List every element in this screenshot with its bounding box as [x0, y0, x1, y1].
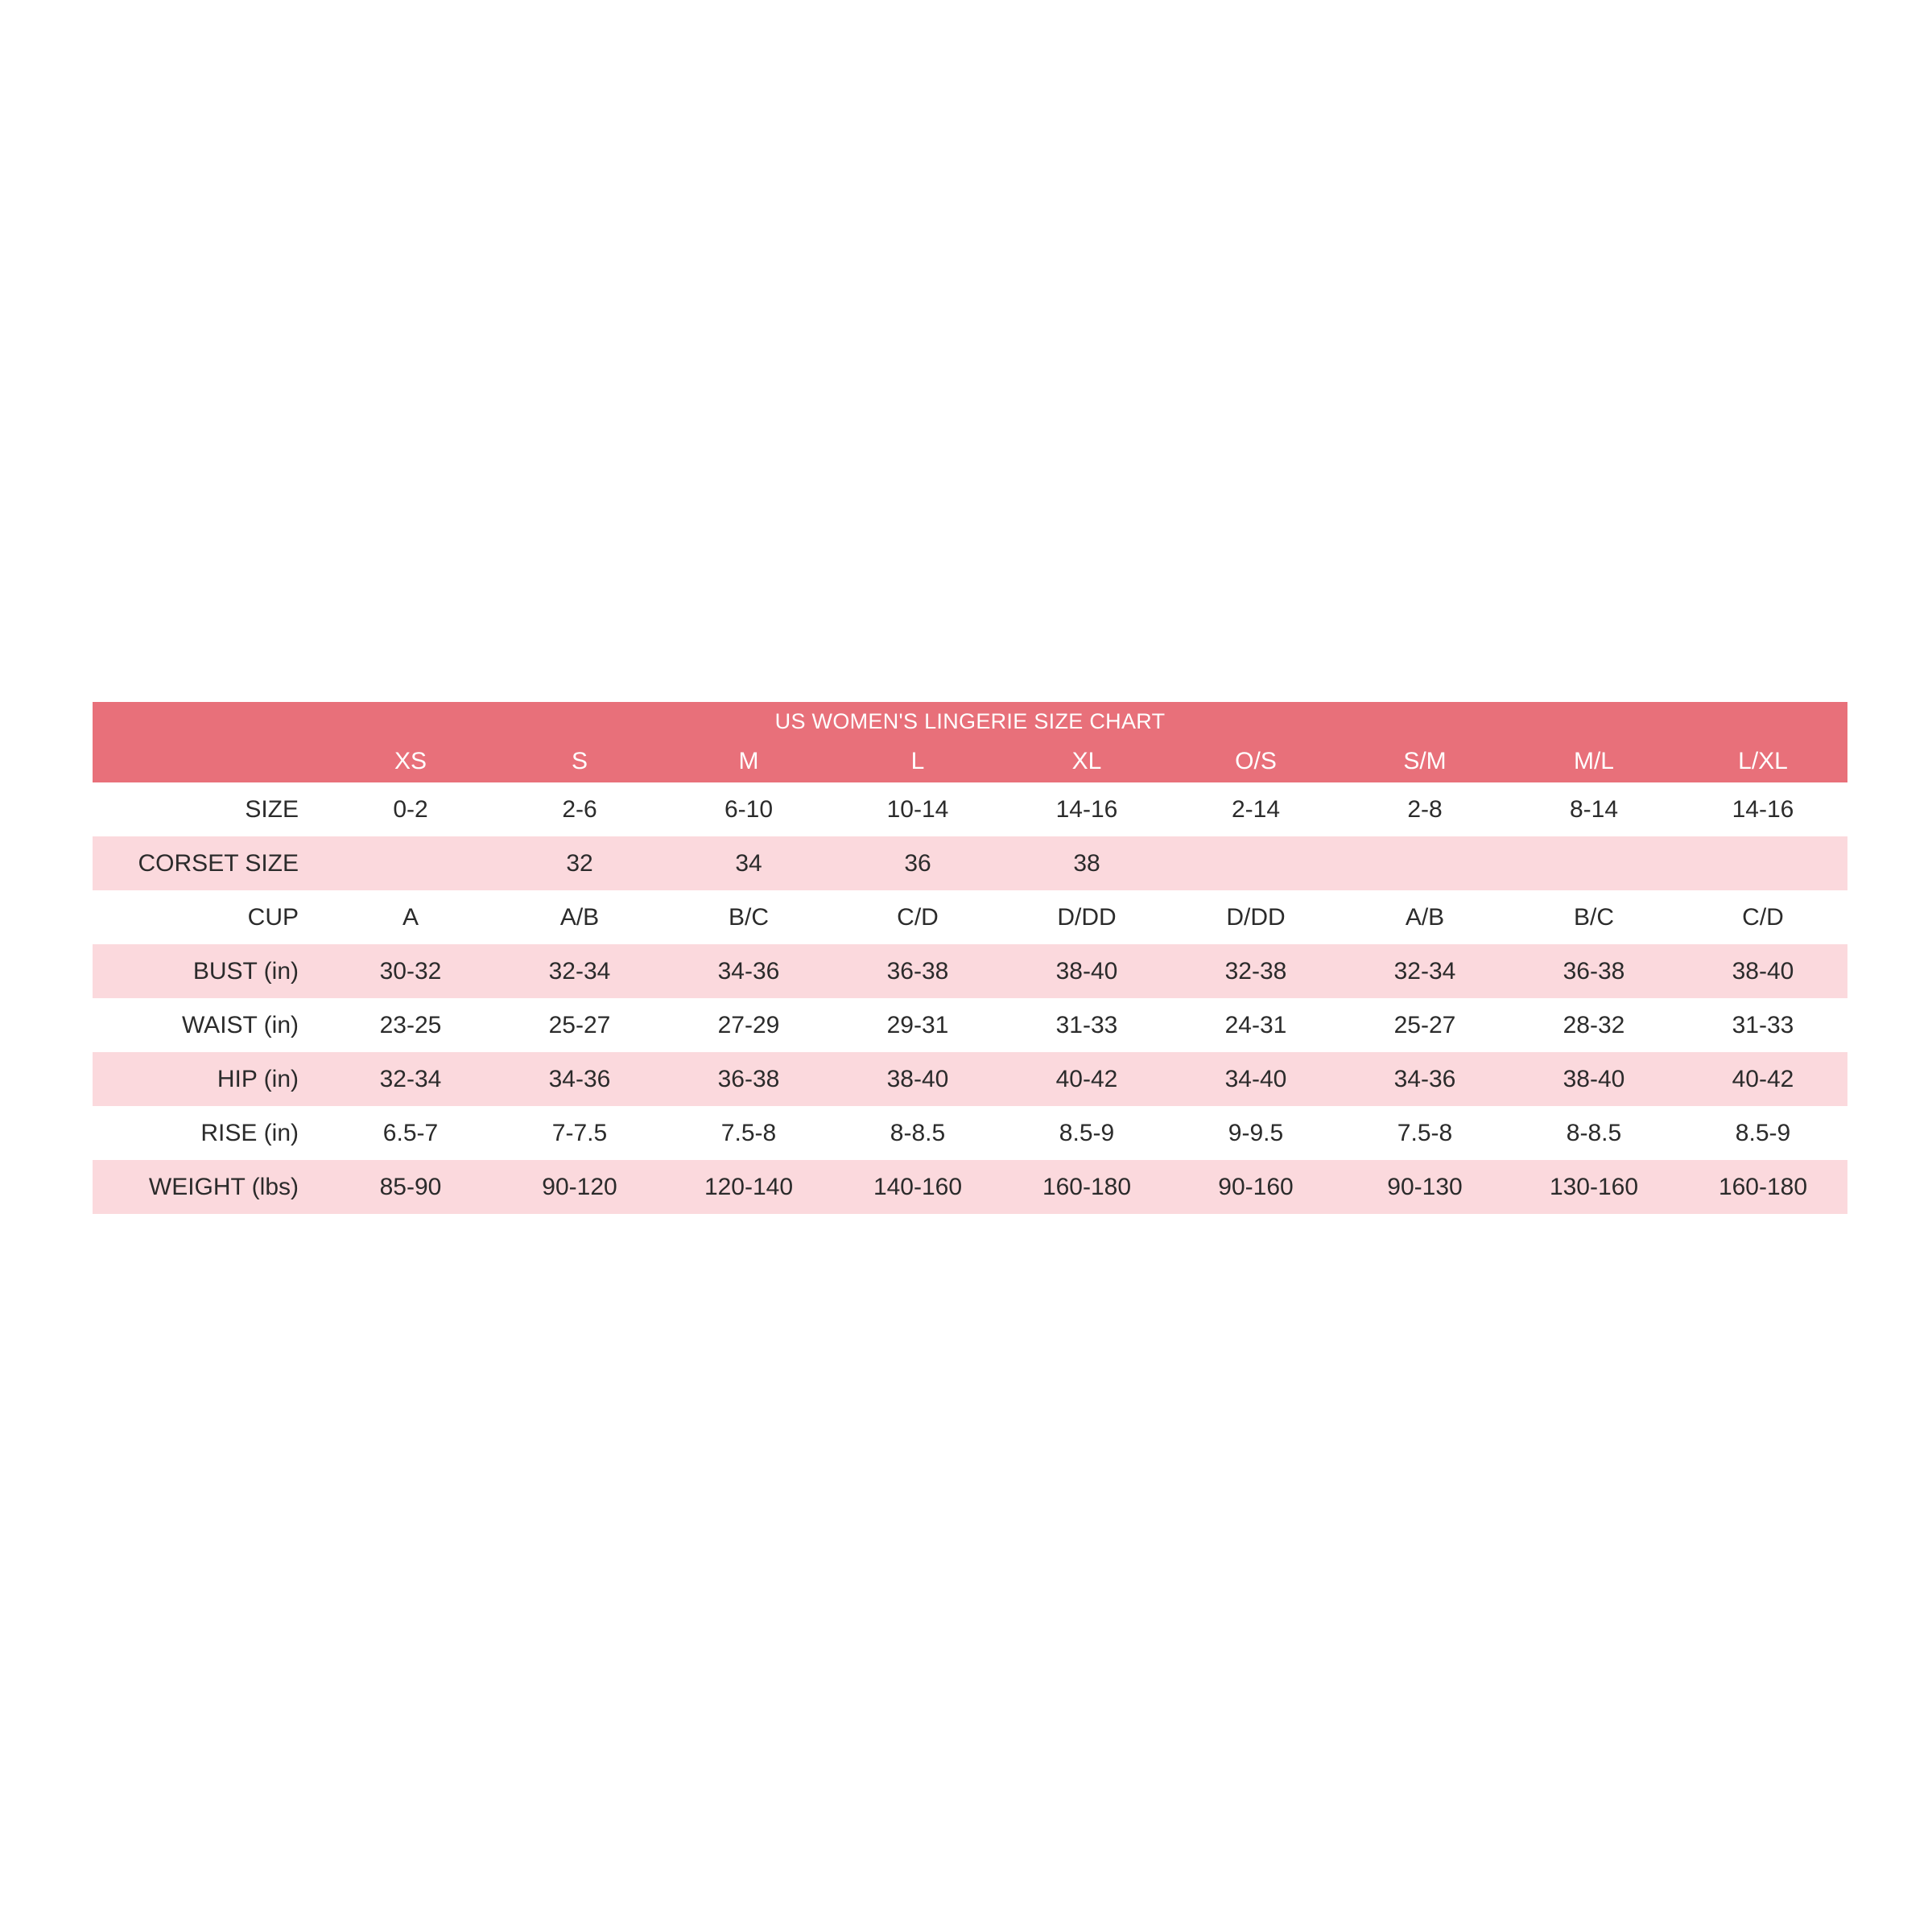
column-header-row: [93, 741, 1847, 782]
cell-rise-sm: 7.5-8: [1340, 1106, 1509, 1160]
cell-bust-xl: 38-40: [1002, 944, 1171, 998]
cell-corset-xs: [326, 836, 495, 890]
table-row: [93, 1106, 1847, 1160]
cell-waist-xs: 23-25: [326, 998, 495, 1052]
cell-hip-lxl: 40-42: [1678, 1052, 1847, 1106]
cell-corset-os: [1171, 836, 1340, 890]
column-header-ml: M/L: [1509, 741, 1678, 782]
cell-weight-sm: 90-130: [1340, 1160, 1509, 1214]
table-row: [93, 836, 1847, 890]
cell-bust-xs: 30-32: [326, 944, 495, 998]
cell-hip-os: 34-40: [1171, 1052, 1340, 1106]
cell-rise-os: 9-9.5: [1171, 1106, 1340, 1160]
cell-hip-sm: 34-36: [1340, 1052, 1509, 1106]
size-chart-table: [93, 702, 1847, 1214]
row-label-corset-size: CORSET SIZE: [93, 836, 326, 890]
cell-cup-os: D/DD: [1171, 890, 1340, 944]
cell-hip-xl: 40-42: [1002, 1052, 1171, 1106]
cell-waist-ml: 28-32: [1509, 998, 1678, 1052]
cell-cup-l: C/D: [833, 890, 1002, 944]
cell-cup-lxl: C/D: [1678, 890, 1847, 944]
cell-cup-xl: D/DD: [1002, 890, 1171, 944]
cell-size-s: 2-6: [495, 782, 664, 836]
cell-rise-m: 7.5-8: [664, 1106, 833, 1160]
row-label-size: SIZE: [93, 782, 326, 836]
cell-corset-s: 32: [495, 836, 664, 890]
cell-rise-l: 8-8.5: [833, 1106, 1002, 1160]
cell-bust-ml: 36-38: [1509, 944, 1678, 998]
cell-cup-ml: B/C: [1509, 890, 1678, 944]
cell-weight-xs: 85-90: [326, 1160, 495, 1214]
cell-bust-s: 32-34: [495, 944, 664, 998]
cell-weight-s: 90-120: [495, 1160, 664, 1214]
cell-waist-l: 29-31: [833, 998, 1002, 1052]
cell-bust-sm: 32-34: [1340, 944, 1509, 998]
cell-rise-lxl: 8.5-9: [1678, 1106, 1847, 1160]
cell-size-os: 2-14: [1171, 782, 1340, 836]
column-header-s: S: [495, 741, 664, 782]
column-header-os: O/S: [1171, 741, 1340, 782]
cell-size-sm: 2-8: [1340, 782, 1509, 836]
size-chart-container: [93, 702, 1847, 1214]
row-label-waist: WAIST (in): [93, 998, 326, 1052]
cell-size-m: 6-10: [664, 782, 833, 836]
cell-weight-ml: 130-160: [1509, 1160, 1678, 1214]
cell-weight-l: 140-160: [833, 1160, 1002, 1214]
cell-cup-m: B/C: [664, 890, 833, 944]
cell-rise-xs: 6.5-7: [326, 1106, 495, 1160]
header-corner-cell: [93, 741, 326, 782]
table-row: [93, 998, 1847, 1052]
table-row: [93, 1052, 1847, 1106]
column-header-sm: S/M: [1340, 741, 1509, 782]
cell-weight-lxl: 160-180: [1678, 1160, 1847, 1214]
column-header-lxl: L/XL: [1678, 741, 1847, 782]
column-header-xs: XS: [326, 741, 495, 782]
cell-size-xl: 14-16: [1002, 782, 1171, 836]
chart-title: US WOMEN'S LINGERIE SIZE CHART: [93, 702, 1847, 741]
cell-hip-m: 36-38: [664, 1052, 833, 1106]
cell-waist-lxl: 31-33: [1678, 998, 1847, 1052]
cell-corset-m: 34: [664, 836, 833, 890]
row-label-bust: BUST (in): [93, 944, 326, 998]
cell-bust-l: 36-38: [833, 944, 1002, 998]
row-label-cup: CUP: [93, 890, 326, 944]
row-label-rise: RISE (in): [93, 1106, 326, 1160]
cell-corset-ml: [1509, 836, 1678, 890]
cell-hip-xs: 32-34: [326, 1052, 495, 1106]
cell-size-ml: 8-14: [1509, 782, 1678, 836]
table-row: [93, 782, 1847, 836]
cell-waist-m: 27-29: [664, 998, 833, 1052]
cell-corset-lxl: [1678, 836, 1847, 890]
cell-bust-lxl: 38-40: [1678, 944, 1847, 998]
cell-corset-sm: [1340, 836, 1509, 890]
cell-weight-m: 120-140: [664, 1160, 833, 1214]
cell-hip-ml: 38-40: [1509, 1052, 1678, 1106]
cell-size-xs: 0-2: [326, 782, 495, 836]
cell-weight-xl: 160-180: [1002, 1160, 1171, 1214]
cell-bust-m: 34-36: [664, 944, 833, 998]
cell-cup-s: A/B: [495, 890, 664, 944]
cell-waist-s: 25-27: [495, 998, 664, 1052]
cell-rise-ml: 8-8.5: [1509, 1106, 1678, 1160]
table-row: [93, 1160, 1847, 1214]
cell-corset-xl: 38: [1002, 836, 1171, 890]
cell-cup-xs: A: [326, 890, 495, 944]
cell-waist-sm: 25-27: [1340, 998, 1509, 1052]
cell-waist-xl: 31-33: [1002, 998, 1171, 1052]
cell-hip-s: 34-36: [495, 1052, 664, 1106]
cell-hip-l: 38-40: [833, 1052, 1002, 1106]
column-header-m: M: [664, 741, 833, 782]
table-row: [93, 890, 1847, 944]
cell-weight-os: 90-160: [1171, 1160, 1340, 1214]
cell-corset-l: 36: [833, 836, 1002, 890]
chart-title-row: [93, 702, 1847, 741]
cell-rise-s: 7-7.5: [495, 1106, 664, 1160]
cell-cup-sm: A/B: [1340, 890, 1509, 944]
column-header-l: L: [833, 741, 1002, 782]
cell-waist-os: 24-31: [1171, 998, 1340, 1052]
cell-rise-xl: 8.5-9: [1002, 1106, 1171, 1160]
row-label-hip: HIP (in): [93, 1052, 326, 1106]
cell-size-l: 10-14: [833, 782, 1002, 836]
row-label-weight: WEIGHT (lbs): [93, 1160, 326, 1214]
cell-size-lxl: 14-16: [1678, 782, 1847, 836]
column-header-xl: XL: [1002, 741, 1171, 782]
cell-bust-os: 32-38: [1171, 944, 1340, 998]
table-row: [93, 944, 1847, 998]
